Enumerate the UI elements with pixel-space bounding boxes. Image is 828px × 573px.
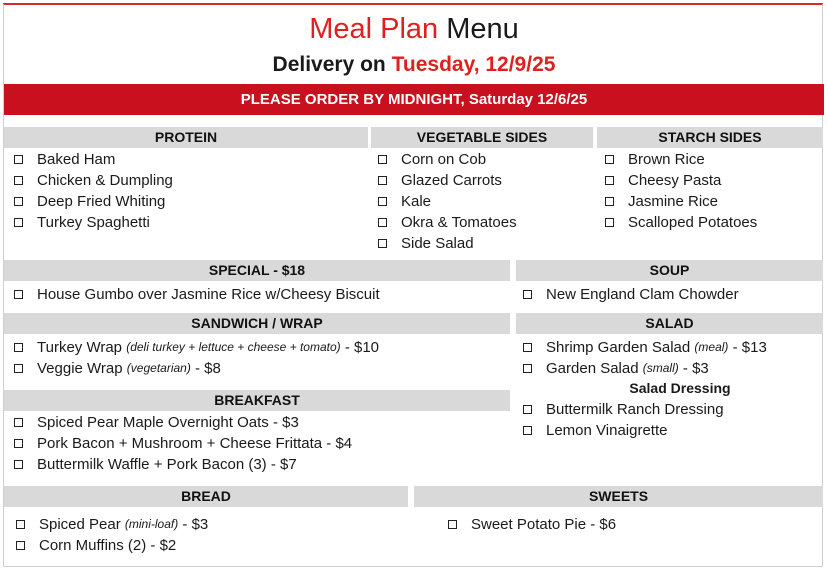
checkbox-icon[interactable] [523,426,532,435]
checkbox-icon[interactable] [14,176,23,185]
checkbox-icon[interactable] [378,218,387,227]
item-note: (deli turkey + lettuce + cheese + tomato) [126,340,341,354]
checkbox-icon[interactable] [378,239,387,248]
delivery-prefix: Delivery on [272,53,386,76]
item-label: Veggie Wrap [37,360,123,377]
starch-item[interactable] [605,149,757,170]
checkbox-icon[interactable] [523,343,532,352]
item-label: Scalloped Potatoes [628,214,758,231]
item-price: - $13 [732,339,767,356]
dressing-item[interactable] [523,420,724,441]
item-label: Deep Fried Whiting [37,193,166,210]
item-label: Side Salad [401,235,474,252]
checkbox-icon[interactable] [14,418,23,427]
menu-title [0,12,828,46]
protein-list [14,149,173,233]
checkbox-icon[interactable] [448,520,457,529]
order-deadline-banner: PLEASE ORDER BY MIDNIGHT, Saturday 12/6/25 [4,84,824,115]
vegetable-list [378,149,517,254]
soup-item[interactable] [523,284,739,305]
checkbox-icon[interactable] [14,364,23,373]
sandwich-header: SANDWICH / WRAP [4,313,510,334]
special-header: SPECIAL - $18 [4,260,510,281]
vegetable-item[interactable] [378,191,517,212]
item-note: (vegetarian) [126,361,191,375]
starch-item[interactable] [605,212,757,233]
item-price: - $10 [344,339,380,356]
item-label: Spiced Pear [39,516,121,533]
checkbox-icon[interactable] [14,155,23,164]
checkbox-icon[interactable] [14,460,23,469]
delivery-date: Tuesday, 12/9/25 [391,53,556,76]
checkbox-icon[interactable] [378,197,387,206]
checkbox-icon[interactable] [16,541,25,550]
sweets-list [448,514,616,535]
breakfast-item[interactable] [14,412,352,433]
dressing-list [523,399,724,441]
checkbox-icon[interactable] [14,439,23,448]
bread-list [16,514,208,556]
item-label: Sweet Potato Pie - $6 [471,516,617,533]
item-note: (meal) [694,340,729,354]
protein-item[interactable] [14,212,173,233]
item-label: Baked Ham [37,151,116,168]
item-label: Chicken & Dumpling [37,172,173,189]
starch-header: STARCH SIDES [597,127,823,148]
checkbox-icon[interactable] [605,197,614,206]
item-label: Corn Muffins (2) - $2 [39,537,177,554]
soup-list [523,284,739,305]
breakfast-header: BREAKFAST [4,390,510,411]
checkbox-icon[interactable] [378,176,387,185]
vegetable-item[interactable] [378,233,517,254]
checkbox-icon[interactable] [605,218,614,227]
item-label: Turkey Spaghetti [37,214,150,231]
item-price: - $3 [682,360,709,377]
sandwich-item[interactable] [14,358,379,379]
bread-item[interactable] [16,535,208,556]
vegetable-item[interactable] [378,212,517,233]
item-label: Buttermilk Ranch Dressing [546,401,724,418]
breakfast-list [14,412,352,475]
checkbox-icon[interactable] [605,155,614,164]
vegetable-header: VEGETABLE SIDES [371,127,593,148]
item-price: - $3 [182,516,209,533]
item-label: Shrimp Garden Salad [546,339,691,356]
sandwich-list [14,337,379,379]
dressing-item[interactable] [523,399,724,420]
salad-dressing-subheader: Salad Dressing [629,380,731,396]
salad-item[interactable] [523,358,767,379]
bread-item[interactable] [16,514,208,535]
checkbox-icon[interactable] [378,155,387,164]
delivery-line [0,52,828,78]
item-label: Cheesy Pasta [628,172,722,189]
sweets-item[interactable] [448,514,616,535]
sandwich-item[interactable] [14,337,379,358]
special-list [14,284,380,305]
protein-item[interactable] [14,170,173,191]
item-label: Corn on Cob [401,151,487,168]
special-item[interactable] [14,284,380,305]
item-label: Spiced Pear Maple Overnight Oats - $3 [37,414,299,431]
item-note: (small) [642,361,679,375]
checkbox-icon[interactable] [605,176,614,185]
starch-list [605,149,757,233]
protein-header: PROTEIN [4,127,368,148]
item-label: Okra & Tomatoes [401,214,517,231]
sweets-header: SWEETS [414,486,823,507]
item-label: Glazed Carrots [401,172,502,189]
starch-item[interactable] [605,191,757,212]
vegetable-item[interactable] [378,170,517,191]
checkbox-icon[interactable] [14,343,23,352]
item-label: Pork Bacon + Mushroom + Cheese Frittata - $4 [37,435,353,452]
item-label: Turkey Wrap [37,339,123,356]
title-part1: Meal Plan [309,13,439,45]
protein-item[interactable] [14,191,173,212]
breakfast-item[interactable] [14,433,352,454]
vegetable-item[interactable] [378,149,517,170]
item-label: House Gumbo over Jasmine Rice w/Cheesy Biscuit [37,286,380,303]
protein-item[interactable] [14,149,173,170]
item-label: Jasmine Rice [628,193,719,210]
item-label: Buttermilk Waffle + Pork Bacon (3) - $7 [37,456,297,473]
item-note: (mini-loaf) [124,517,179,531]
checkbox-icon[interactable] [523,364,532,373]
checkbox-icon[interactable] [14,290,23,299]
bread-header: BREAD [4,486,408,507]
item-label: Garden Salad [546,360,639,377]
item-price: - $8 [195,360,221,377]
breakfast-item[interactable] [14,454,352,475]
checkbox-icon[interactable] [14,197,23,206]
starch-item[interactable] [605,170,757,191]
item-label: Lemon Vinaigrette [546,422,668,439]
checkbox-icon[interactable] [16,520,25,529]
salad-header: SALAD [516,313,823,334]
item-label: Kale [401,193,432,210]
salad-list [523,337,767,379]
salad-item[interactable] [523,337,767,358]
checkbox-icon[interactable] [523,290,532,299]
item-label: New England Clam Chowder [546,286,739,303]
item-label: Brown Rice [628,151,705,168]
soup-header: SOUP [516,260,823,281]
checkbox-icon[interactable] [14,218,23,227]
title-part2: Menu [446,13,519,45]
checkbox-icon[interactable] [523,405,532,414]
